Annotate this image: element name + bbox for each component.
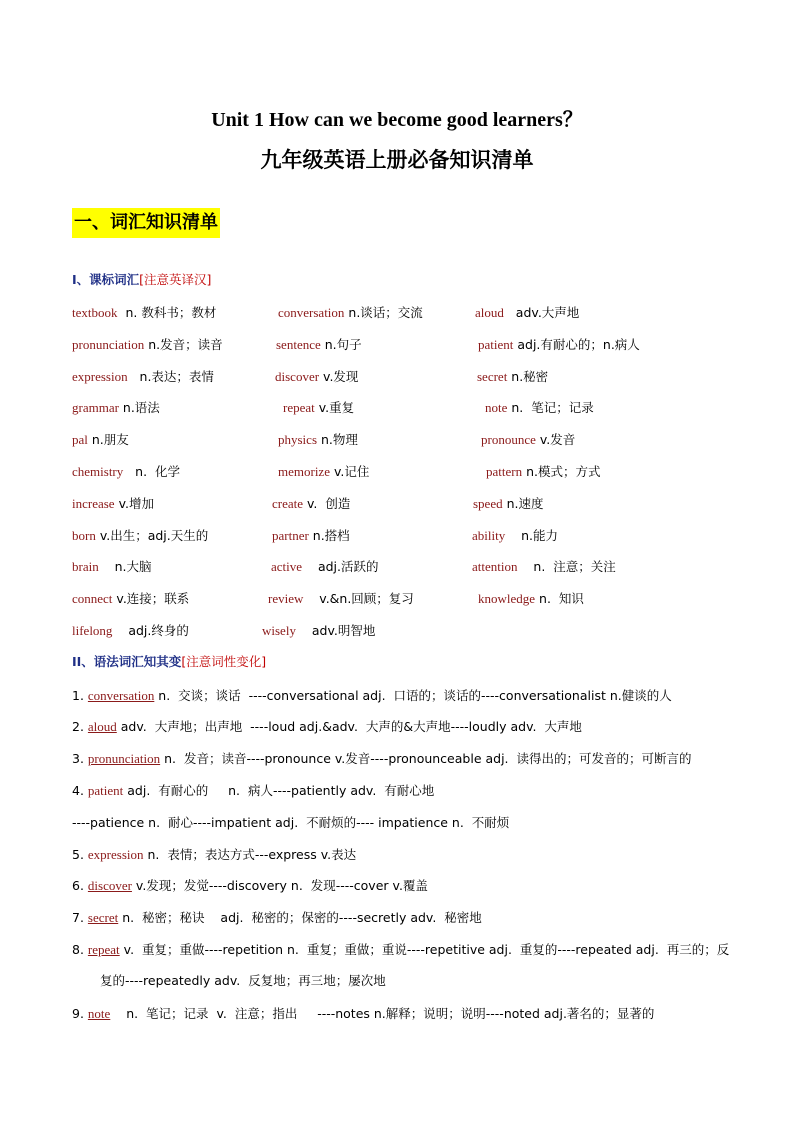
vocab-word: secret — [477, 369, 508, 384]
grammar-explanation: adj. 有耐心的 n. 病人----patiently adv. 有耐心地 — [123, 783, 435, 798]
vocab-word: brain — [72, 559, 99, 574]
vocab-entry — [72, 494, 154, 512]
vocab-word: memorize — [278, 464, 330, 479]
grammar-number: 1. — [72, 688, 88, 703]
vocab-entry — [272, 526, 350, 544]
vocab-row — [0, 526, 794, 546]
grammar-explanation: 复的----repeatedly adv. 反复地；再三地；屡次地 — [100, 973, 386, 988]
vocab-entry — [481, 430, 575, 448]
vocab-entry — [276, 335, 362, 353]
grammar-number: 3. — [72, 751, 88, 766]
vocab-word: pronunciation — [72, 337, 145, 352]
vocab-row — [0, 430, 794, 450]
vocab-meaning: adv.大声地 — [503, 305, 580, 320]
vocab-entry — [72, 557, 152, 575]
vocab-word: wisely — [262, 623, 296, 638]
grammar-number: 8. — [72, 942, 88, 957]
vocab-word: expression — [72, 369, 128, 384]
grammar-keyword: expression — [87, 847, 144, 862]
vocab-entry — [72, 589, 189, 607]
section-heading-vocabulary: 一、词汇知识清单 — [72, 208, 220, 238]
grammar-keyword: conversation — [87, 688, 155, 703]
vocab-word: connect — [72, 591, 113, 606]
grammar-keyword: secret — [87, 910, 119, 925]
vocab-row — [0, 557, 794, 577]
grammar-line — [72, 908, 482, 926]
grammar-line — [72, 717, 582, 735]
vocab-meaning: n.秘密 — [507, 369, 549, 384]
grammar-explanation: v.发现；发觉----discovery n. 发现----cover v.覆盖 — [131, 878, 428, 893]
vocab-word: sentence — [276, 337, 321, 352]
part2-note: [注意词性变化] — [181, 654, 267, 669]
grammar-line — [72, 781, 434, 799]
grammar-keyword: note — [87, 1006, 111, 1021]
grammar-explanation: n. 表情；表达方式---express v.表达 — [143, 847, 357, 862]
grammar-keyword: pronunciation — [87, 751, 161, 766]
grammar-number: 4. — [72, 783, 88, 798]
part2-number: II、语法词汇知其变 — [72, 654, 182, 669]
grammar-line — [72, 813, 509, 831]
grammar-number: 7. — [72, 910, 88, 925]
vocab-entry — [72, 398, 160, 416]
grammar-explanation: ----patience n. 耐心----impatient adj. 不耐烦的---- impatience n. 不耐烦 — [72, 815, 510, 830]
grammar-explanation: n. 秘密；秘诀 adj. 秘密的；保密的----secretly adv. 秘密地 — [118, 910, 482, 925]
vocab-meaning: n.搭档 — [308, 528, 350, 543]
vocab-meaning: n.发音；读音 — [144, 337, 223, 352]
grammar-line — [72, 876, 428, 894]
document-title-english: Unit 1 How can we become good learners？ — [211, 109, 583, 131]
vocab-meaning: adj.活跃的 — [302, 559, 379, 574]
vocab-meaning: v.重复 — [314, 400, 355, 415]
vocab-entry — [278, 303, 423, 321]
grammar-explanation: n. 发音；读音----pronounce v.发音----pronounceable adj. 读得出的；可发音的；可断言的 — [160, 751, 692, 766]
vocab-word: born — [72, 528, 96, 543]
vocab-word: attention — [472, 559, 518, 574]
vocab-entry — [473, 494, 543, 512]
grammar-number: 6. — [72, 878, 88, 893]
part1-heading — [72, 271, 211, 289]
vocab-word: physics — [278, 432, 317, 447]
vocab-entry — [72, 526, 208, 544]
vocab-entry — [485, 398, 594, 416]
grammar-line — [72, 845, 356, 863]
vocab-entry — [478, 589, 584, 607]
vocab-word: repeat — [283, 400, 315, 415]
grammar-line — [100, 971, 386, 989]
vocab-meaning: adj.有耐心的；n.病人 — [513, 337, 640, 352]
vocab-row — [0, 303, 794, 323]
vocab-word: textbook — [72, 305, 118, 320]
vocab-entry — [72, 621, 189, 639]
vocab-meaning: v.记住 — [329, 464, 370, 479]
vocab-meaning: n.谈话；交流 — [344, 305, 423, 320]
vocab-word: lifelong — [72, 623, 113, 638]
vocab-meaning: n. 笔记；记录 — [507, 400, 594, 415]
vocab-entry — [272, 494, 350, 512]
grammar-number: 5. — [72, 847, 88, 862]
vocab-entry — [72, 367, 214, 385]
document-title-chinese: 九年级英语上册必备知识清单 — [260, 148, 534, 172]
vocab-meaning: n.速度 — [502, 496, 544, 511]
vocab-entry — [472, 526, 558, 544]
part1-number: I、课标词汇 — [72, 272, 140, 287]
vocab-meaning: n. 教科书；教材 — [117, 305, 217, 320]
grammar-line — [72, 686, 672, 704]
vocab-word: aloud — [475, 305, 504, 320]
vocab-entry — [472, 557, 616, 575]
vocab-meaning: adv.明智地 — [295, 623, 376, 638]
grammar-explanation: n. 交谈；谈话 ----conversational adj. 口语的；谈话的----conversationalist n.健谈的人 — [154, 688, 672, 703]
vocab-word: pal — [72, 432, 88, 447]
vocab-meaning: v.出生；adj.天生的 — [95, 528, 209, 543]
vocab-row — [0, 462, 794, 482]
vocab-meaning: n. 注意；关注 — [517, 559, 616, 574]
vocab-row — [0, 335, 794, 355]
vocab-word: partner — [272, 528, 309, 543]
vocab-entry — [278, 462, 369, 480]
vocab-word: active — [271, 559, 303, 574]
vocab-row — [0, 494, 794, 514]
vocab-entry — [72, 335, 223, 353]
vocab-word: grammar — [72, 400, 119, 415]
vocab-entry — [486, 462, 600, 480]
vocab-row — [0, 621, 794, 641]
grammar-number: 2. — [72, 719, 88, 734]
vocab-row — [0, 398, 794, 418]
vocab-entry — [72, 462, 180, 480]
grammar-number: 9. — [72, 1006, 88, 1021]
grammar-keyword: patient — [87, 783, 124, 798]
vocab-entry — [283, 398, 354, 416]
vocab-entry — [271, 557, 378, 575]
grammar-keyword: aloud — [87, 719, 117, 734]
grammar-line — [72, 940, 729, 958]
vocab-word: speed — [473, 496, 503, 511]
vocab-meaning: n.能力 — [505, 528, 559, 543]
vocab-entry — [275, 367, 358, 385]
vocab-entry — [278, 430, 358, 448]
vocab-meaning: n.表达；表情 — [127, 369, 214, 384]
grammar-line — [72, 1004, 654, 1022]
vocab-meaning: n.物理 — [317, 432, 358, 447]
vocab-word: chemistry — [72, 464, 124, 479]
vocab-entry — [72, 303, 216, 321]
vocab-word: review — [268, 591, 304, 606]
vocab-entry — [262, 621, 375, 639]
vocab-word: patient — [478, 337, 514, 352]
part2-heading — [72, 653, 266, 671]
vocab-word: create — [272, 496, 304, 511]
vocab-meaning: v.发现 — [319, 369, 359, 384]
vocab-meaning: n.模式；方式 — [522, 464, 601, 479]
vocab-meaning: n.语法 — [118, 400, 160, 415]
vocab-meaning: v. 创造 — [303, 496, 351, 511]
vocab-meaning: n.朋友 — [87, 432, 129, 447]
grammar-keyword: repeat — [87, 942, 120, 957]
vocab-meaning: n. 化学 — [123, 464, 181, 479]
vocab-meaning: v.&n.回顾；复习 — [303, 591, 414, 606]
vocab-entry — [72, 430, 129, 448]
vocab-meaning: n.句子 — [320, 337, 362, 352]
vocab-meaning: v.连接；联系 — [112, 591, 190, 606]
vocab-word: ability — [472, 528, 506, 543]
vocab-row — [0, 589, 794, 609]
vocab-word: note — [485, 400, 508, 415]
grammar-explanation: adv. 大声地；出声地 ----loud adj.&adv. 大声的&大声地----loudly adv. 大声地 — [116, 719, 582, 734]
vocab-meaning: v.增加 — [114, 496, 154, 511]
grammar-line — [72, 749, 691, 767]
vocab-entry — [477, 367, 548, 385]
vocab-row — [0, 367, 794, 387]
grammar-explanation: v. 重复；重做----repetition n. 重复；重做；重说----repetitive adj. 重复的----repeated adj. 再三的；反 — [119, 942, 730, 957]
vocab-word: knowledge — [478, 591, 536, 606]
vocab-meaning: adj.终身的 — [112, 623, 189, 638]
vocab-meaning: n.大脑 — [98, 559, 152, 574]
vocab-word: increase — [72, 496, 115, 511]
vocab-entry — [268, 589, 414, 607]
vocab-entry — [478, 335, 640, 353]
vocab-word: pronounce — [481, 432, 536, 447]
vocab-meaning: v.发音 — [535, 432, 576, 447]
vocab-word: pattern — [486, 464, 523, 479]
vocab-word: conversation — [278, 305, 345, 320]
grammar-explanation: n. 笔记；记录 v. 注意；指出 ----notes n.解释；说明；说明----noted adj.著名的；显著的 — [110, 1006, 655, 1021]
vocab-entry — [475, 303, 579, 321]
vocab-meaning: n. 知识 — [535, 591, 584, 606]
grammar-keyword: discover — [87, 878, 132, 893]
vocab-word: discover — [275, 369, 320, 384]
part1-note: [注意英译汉] — [139, 272, 212, 287]
